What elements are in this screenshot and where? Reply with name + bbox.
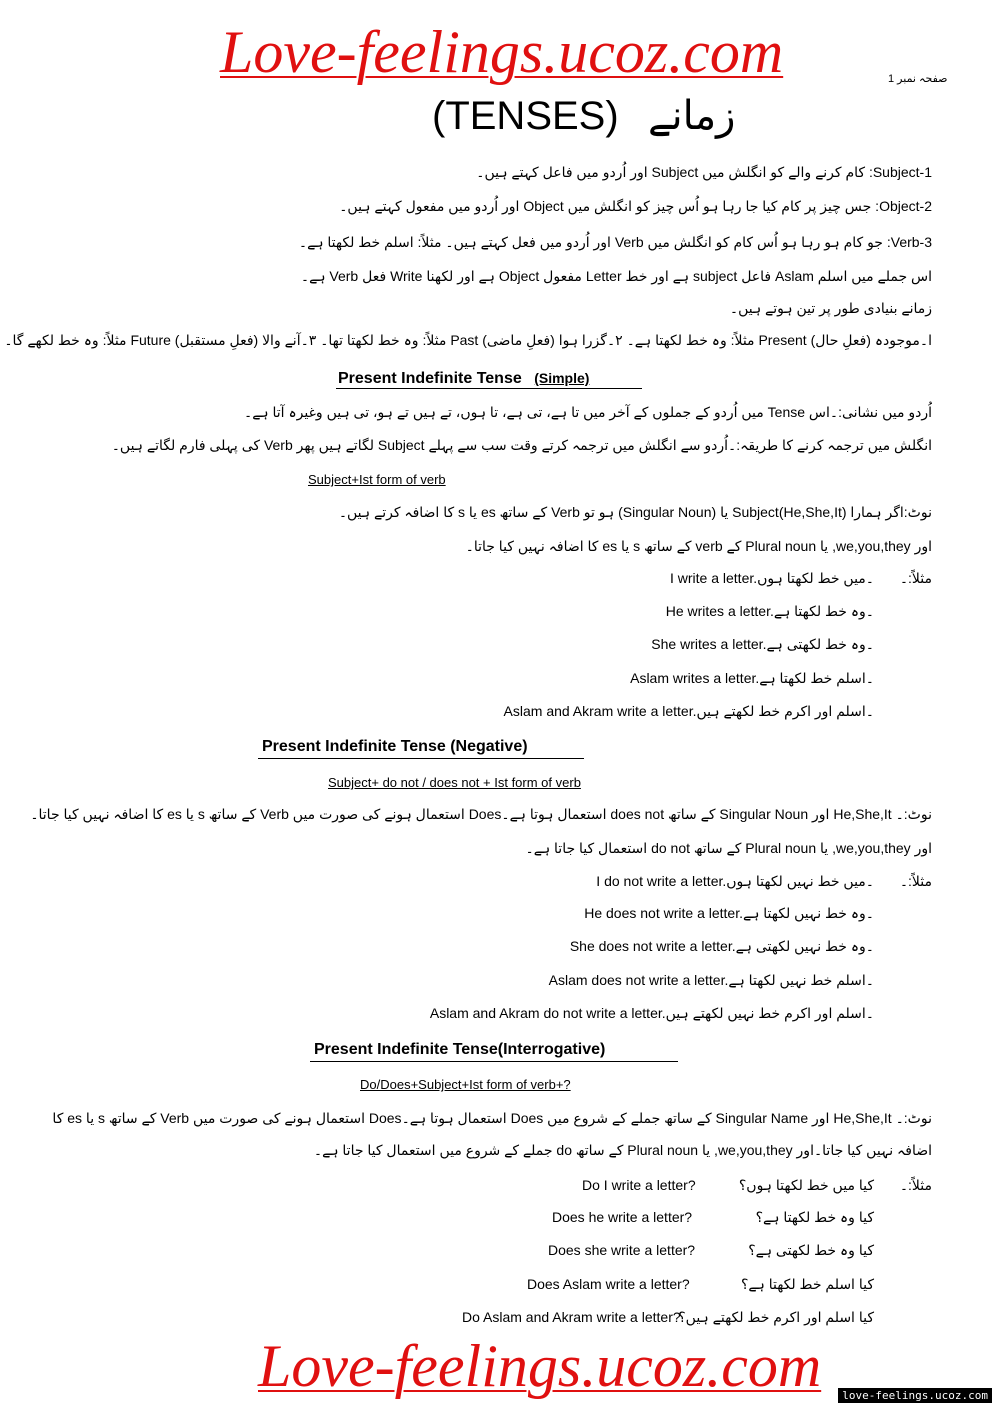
example-ur: کیا وہ خط لکھتا ہے؟ [755, 1209, 874, 1225]
formula-simple: Subject+Ist form of verb [308, 472, 446, 487]
example-en: Does she write a letter? [548, 1242, 696, 1258]
section-subheading: (Simple) [534, 370, 590, 386]
example-row: He writes a letter.۔وہ خط لکھتا ہے [665, 603, 874, 619]
translation-method-text: انگلش میں ترجمہ کرنے کا طریقہ:۔اُردو سے انگلش میں ترجمہ کرتے وقت سب سے پہلے Subject لگاتے ہیں پھر Verb کی پہلی فارم لگاتے ہیں۔ [111, 437, 932, 453]
example-en: Do Aslam and Akram write a letter? [462, 1309, 681, 1325]
formula-negative: Subject+ do not / does not + Ist form of verb [328, 775, 581, 790]
brand-watermark-top: Love-feelings.ucoz.com [220, 19, 784, 85]
example-row: Aslam does not write a letter.۔اسلم خط نہیں لکھتا ہے [548, 972, 874, 988]
urdu-sign-text: اُردو میں نشانی:۔اس Tense میں اُردو کے جملوں کے آخر میں تا ہے، تی ہے، تا ہوں، تے ہیں تے ہو، تی ہیں وغیرہ آتا ہے۔ [244, 404, 932, 420]
brand-watermark-bottom: Love-feelings.ucoz.com [258, 1333, 822, 1399]
note-simple-1: نوٹ:اگر ہمارا Subject(He,She,It) یا (Singular Noun) ہو تو Verb کے ساتھ es یا s کا اضافہ کرتے ہیں۔ [338, 504, 932, 520]
note-interrogative-2: اضافہ نہیں کیا جاتا۔اور we,you,they, یا Plural noun کے ساتھ do جملے کے شروع میں استعمال کیا جاتا ہے۔ [313, 1142, 932, 1158]
note-negative-1: نوٹ:۔ He,She,It اور Singular Noun کے ساتھ does not استعمال ہوتا ہے۔Does استعمال ہونے کی صورت میں Verb کے ساتھ s یا es کا اضافہ نہیں کیا جاتا۔ [30, 806, 932, 822]
example-row: He does not write a letter.۔وہ خط نہیں لکھتا ہے [584, 905, 874, 921]
example-row: I write a letter.۔میں خط لکھتا ہوں [669, 570, 874, 586]
section-heading-text: Present Indefinite Tense [338, 370, 522, 387]
section-heading-negative: Present Indefinite Tense (Negative) [262, 738, 528, 755]
example-row: Aslam and Akram do not write a letter.۔اسلم اور اکرم خط نہیں لکھتے ہیں [429, 1005, 874, 1021]
example-ur: کیا اسلم اور اکرم خط لکھتے ہیں؟ [678, 1309, 874, 1325]
example-ur: کیا اسلم خط لکھتا ہے؟ [740, 1276, 874, 1292]
heading-underline [310, 1061, 678, 1062]
example-row: Aslam writes a letter.۔اسلم خط لکھتا ہے [630, 670, 874, 686]
example-label: مثلاً:۔ [899, 873, 932, 889]
definition-object: Object-2: جس چیز پر کام کیا جا رہا ہو اُس چیز کو انگلش میں Object اور اُردو میں مفعول کہتے ہیں۔ [339, 198, 932, 214]
example-row: She writes a letter.۔وہ خط لکھتی ہے [651, 636, 874, 652]
section-heading-simple [338, 368, 589, 389]
example-row: I do not write a letter.۔میں خط نہیں لکھتا ہوں [596, 873, 874, 889]
sentence-analysis: اس جملے میں اسلم Aslam فاعل subject ہے اور خط Letter مفعول Object ہے اور لکھنا Write فعل Verb ہے۔ [300, 268, 932, 284]
note-simple-2: اور we,you,they, یا Plural noun کے verb کے ساتھ s یا es کا اضافہ نہیں کیا جاتا۔ [465, 538, 932, 554]
definition-verb: Verb-3: جو کام ہو رہا ہو اُس کام کو انگلش میں Verb اور اُردو میں فعل کہتے ہیں۔ مثلاً: اسلم خط لکھتا ہے۔ [298, 234, 932, 250]
heading-underline [336, 388, 642, 389]
note-negative-2: اور we,you,they, یا Plural noun کے ساتھ do not استعمال کیا جاتا ہے۔ [525, 840, 932, 856]
example-label: مثلاً:۔ [899, 1177, 932, 1193]
section-heading-interrogative: Present Indefinite Tense(Interrogative) [314, 1041, 606, 1058]
page-number: صفحہ نمبر 1 [888, 73, 948, 85]
example-row: Aslam and Akram write a letter.۔اسلم اور اکرم خط لکھتے ہیں [503, 703, 874, 719]
note-interrogative-1: نوٹ:۔ He,She,It اور Singular Name کے ساتھ جملے کے شروع میں Does استعمال ہوتا ہے۔Does استعمال ہونے کی صورت میں Verb کے ساتھ s یا es کا [52, 1110, 932, 1126]
example-row: She does not write a letter.۔وہ خط نہیں لکھتی ہے [569, 938, 874, 954]
heading-underline [258, 758, 584, 759]
example-ur: کیا میں خط لکھتا ہوں؟ [738, 1177, 874, 1193]
formula-interrogative: Do/Does+Subject+Ist form of verb+? [360, 1077, 571, 1092]
example-en: Does he write a letter? [552, 1209, 693, 1225]
page-title-urdu: زمانے [648, 93, 736, 139]
example-en: Does Aslam write a letter? [527, 1276, 690, 1292]
example-ur: کیا وہ خط لکھتی ہے؟ [748, 1242, 874, 1258]
page-title-english: (TENSES) [432, 94, 619, 138]
site-tag: love-feelings.ucoz.com [838, 1388, 992, 1403]
example-label: مثلاً:۔ [899, 570, 932, 586]
tenses-intro: زمانے بنیادی طور پر تین ہوتے ہیں۔ [729, 300, 932, 316]
definition-subject: Subject-1: کام کرنے والے کو انگلش میں Subject اور اُردو میں فاعل کہتے ہیں۔ [476, 164, 932, 180]
tenses-types: ا۔موجودہ (فعلِ حال) Present مثلاً: وہ خط لکھتا ہے۔ ۲۔گزرا ہوا (فعلِ ماضی) Past مثلاً: وہ خط لکھتا تھا۔ ۳۔آنے والا (فعلِ مستقبل) Future مثلاً: وہ خط لکھے گا۔ [4, 332, 932, 348]
example-en: Do I write a letter? [582, 1177, 696, 1193]
